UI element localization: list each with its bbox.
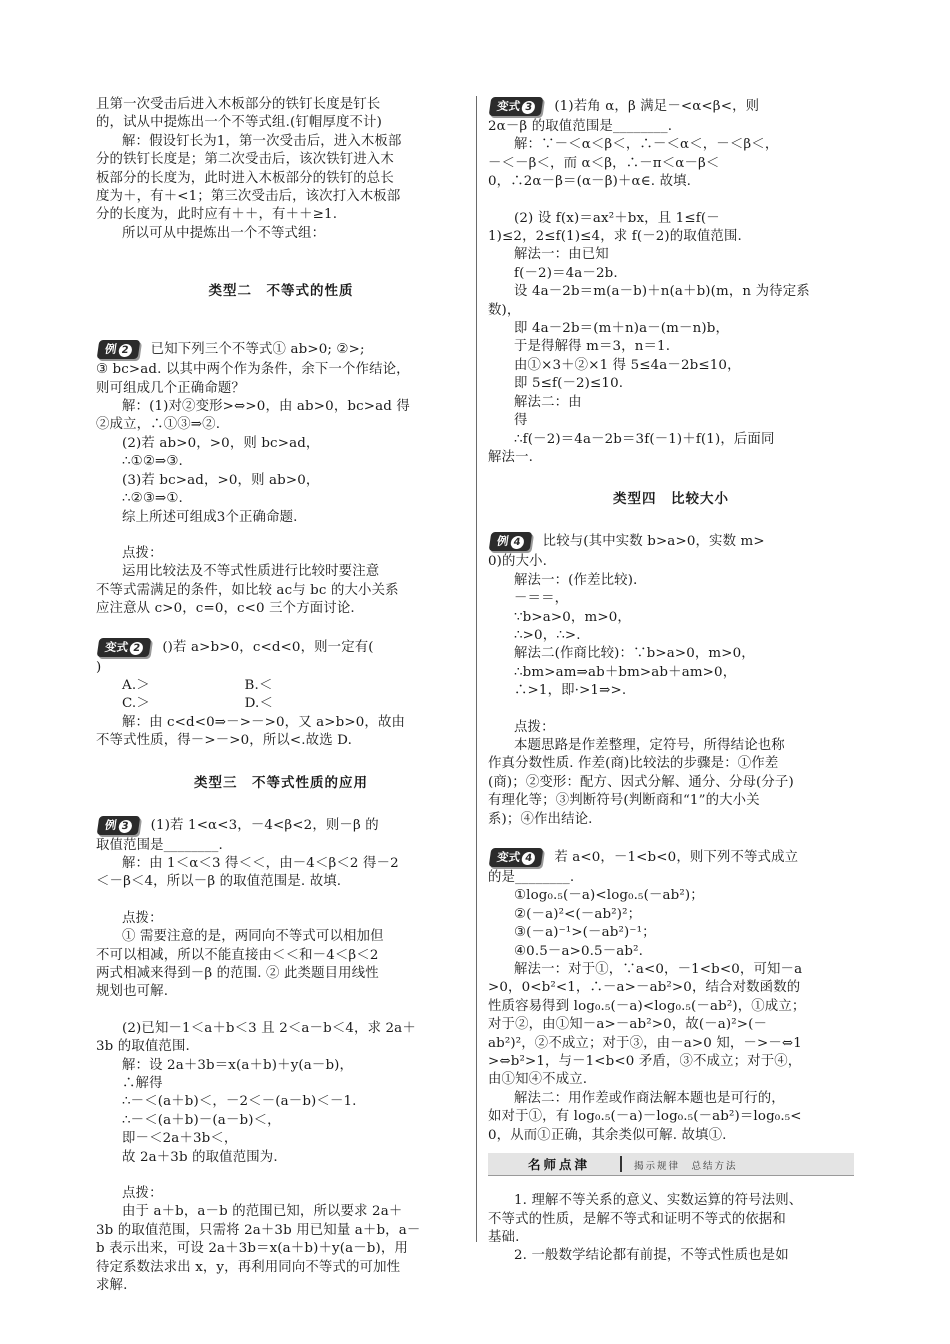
text-line: －＝＝， xyxy=(514,591,569,607)
variant-tag-icon: 变式 2 xyxy=(97,638,152,657)
text-line: (3)若 bc>ad，>0，则 ab>0， xyxy=(122,472,320,488)
text-line: 得 xyxy=(514,413,528,429)
text-line: 解法一：由已知 xyxy=(514,247,609,263)
text-line: ∴解得 xyxy=(122,1076,163,1092)
example-3-part-2 xyxy=(96,1020,466,1167)
text-line: 2. 一般数学结论都有前提，不等式性质也是如 xyxy=(514,1248,789,1264)
text-line: (2) 设 f(x)＝ax²＋bx，且 1≤f(－ xyxy=(514,210,720,226)
example-tag-icon: 例 3 xyxy=(97,816,140,835)
column-divider xyxy=(476,96,477,1242)
example-4-note xyxy=(488,737,854,829)
text-line: 由①×3＋②×1 得 5≤4a－2b≤10， xyxy=(514,357,741,373)
text-line: 解：∵－＜α＜β＜，∴－＜α＜，－＜β＜， xyxy=(514,137,779,153)
example-3-note xyxy=(96,928,466,1002)
text-line: 作真分数性质. 作差(商)比较法的步骤是：①作差 xyxy=(488,756,779,772)
text-line: 应注意从 c>0，c=0，c<0 三个方面讨论. xyxy=(96,601,355,617)
variant-4-question: 变式 4 若 a<0，－1<b<0，则下列不等式成立 xyxy=(488,847,854,869)
text-line: 0，∴2α－β＝(α－β)＋α∈. 故填. xyxy=(488,174,692,190)
text-line: 不可以相减，所以不能直接由＜＜和－4＜β＜2 xyxy=(96,947,379,963)
heading-type-3: 类型三 不等式性质的应用 xyxy=(194,774,368,791)
text-line: 规划也可解. xyxy=(96,984,169,1000)
text-line: ∴②③⇒①. xyxy=(122,491,183,507)
text-line: 解：(1)对②变形>⇔>0，由 ab>0，bc>ad 得 xyxy=(122,399,410,415)
variant-3-body xyxy=(488,118,854,192)
example-2-question: 例 2 已知下列三个不等式① ab>0; ②>; xyxy=(96,339,466,361)
text-line: 则可组成几个正确命题？ xyxy=(96,380,245,396)
text-line: 分的长度为，此时应有＋＋，有＋＋≥1. xyxy=(96,207,338,223)
teacher-tips-banner xyxy=(488,1153,854,1176)
text-line: ∴bm>am⇒ab＋bm>ab＋am>0， xyxy=(514,664,737,680)
text-line: 综上所述可组成3个正确命题. xyxy=(122,509,298,525)
text-line: ) xyxy=(96,659,102,675)
text-line: 1)≤2，2≤f(1)≤4，求 f(－2)的取值范围. xyxy=(488,229,742,245)
text-line: 解：设 2a＋3b＝x(a＋b)＋y(a－b)， xyxy=(122,1057,354,1073)
text-line: 求解. xyxy=(96,1278,128,1294)
text-line: 板部分的长度为，此时进入木板部分的铁钉的总长 xyxy=(96,170,394,186)
text-line: 解法二：用作差或作商法解本题也是可行的， xyxy=(514,1090,785,1106)
text-line: ∴－＜(a＋b)－(a－b)＜， xyxy=(122,1112,281,1128)
text-line: 的是________. xyxy=(488,870,575,885)
tips-body xyxy=(488,1192,854,1266)
text-line: ① 需要注意的是，两同向不等式可以相加但 xyxy=(122,929,384,945)
example-3b-note xyxy=(96,1203,466,1295)
text-line: ②成立，∴①③⇒②. xyxy=(96,417,221,433)
text-line: 1. 理解不等关系的意义、实数运算的符号法则、 xyxy=(514,1193,803,1209)
text-line: 不等式性质，得－>－>0，所以<.故选 D. xyxy=(96,733,352,749)
text-line: 解：由 c<d<0⇒－>－>0，又 a>b>0，故由 xyxy=(122,714,406,730)
text-line: 待定系数法求出 x，y，再利用同向不等式的可加性 xyxy=(96,1259,401,1275)
example-2-note xyxy=(96,563,466,618)
text-line: C.＞ D.＜ xyxy=(122,696,274,712)
text-line: 所以可从中提炼出一个不等式组： xyxy=(122,225,326,241)
text-line: 3b 的取值范围. xyxy=(96,1039,190,1055)
text-line: b 表示出来，可设 2a＋3b＝x(a＋b)＋y(a－b)，用 xyxy=(96,1241,408,1257)
text-line: ＜－β＜4，所以－β 的取值范围是. 故填. xyxy=(96,874,342,890)
example-4-note-label: 点拨： xyxy=(514,719,555,735)
nail-problem-solution xyxy=(96,96,466,243)
text-line: ②(－a)²<(－ab²)²； xyxy=(514,906,642,922)
variant-2-question: 变式 2 ()若 a>b>0，c<d<0，则一定有( xyxy=(96,637,466,659)
text-line: 3b 的取值范围，只需将 2a＋3b 用已知量 a＋b，a－ xyxy=(96,1222,421,1238)
text-line: 不等式需满足的条件，如比较 ac与 bc 的大小关系 xyxy=(96,582,399,598)
text-line: f(－2)＝4a－2b. xyxy=(514,265,618,281)
text-line: 解法二：由 xyxy=(514,394,582,410)
heading-type-4: 类型四 比较大小 xyxy=(613,491,729,508)
example-4-question: 例 4 比较与(其中实数 b>a>0，实数 m> xyxy=(488,531,854,553)
text-line: ∴－＜(a＋b)＜，－2＜－(a－b)＜－1. xyxy=(122,1094,357,1110)
text-line: 分的铁钉长度是；第二次受击后，该次铁钉进入木 xyxy=(96,152,394,168)
text-line: 性质容易得到 log₀.₅(－a)<log₀.₅(－ab²)，①成立； xyxy=(488,998,806,1014)
text-line: 取值范围是________. xyxy=(96,837,223,853)
text-line: 基础. xyxy=(488,1229,520,1245)
example-2-note-label: 点拨： xyxy=(122,545,163,561)
heading-type-2: 类型二 不等式的性质 xyxy=(208,283,354,300)
variant-4-body xyxy=(488,869,854,1145)
text-line: 由于 a＋b，a－b 的范围已知，所以要求 2a＋ xyxy=(122,1204,403,1220)
text-line: 即 4a－2b＝(m＋n)a－(m－n)b， xyxy=(514,321,729,337)
text-line: 于是得解得 m＝3，n＝1. xyxy=(514,339,671,355)
text-line: 即 5≤f(－2)≤10. xyxy=(514,376,624,392)
example-tag-icon: 例 4 xyxy=(489,532,532,551)
text-line: 解法一：(作差比较)． xyxy=(514,572,647,588)
text-line: 由①知④不成立. xyxy=(488,1072,588,1088)
text-line: ∴>0，∴>. xyxy=(514,627,581,643)
text-line: 如对于①，有 log₀.₅(－a)－log₀.₅(－ab²)＝log₀.₅< xyxy=(488,1109,802,1125)
text-line: 对于②，由①知－a>－ab²>0，故(－a)²>(－ xyxy=(488,1017,768,1033)
text-line: >⇔b²>1，与－1<b<0 矛盾，③不成立；对于④， xyxy=(488,1054,802,1070)
example-2-body xyxy=(96,361,466,527)
example-3b-note-label: 点拨： xyxy=(122,1186,163,1202)
variant-3-part-2 xyxy=(488,210,854,468)
text-line: 解法一. xyxy=(488,449,534,465)
text-line: ∴>1，即·>1⇒>. xyxy=(514,683,627,699)
variant-2-body xyxy=(96,659,466,751)
text-line: ①log₀.₅(－a)<log₀.₅(－ab²)； xyxy=(514,888,704,904)
text-line: ∴f(－2)＝4a－2b＝3f(－1)＋f(1)，后面同 xyxy=(514,431,775,447)
text-line: (2)已知－1＜a＋b＜3 且 2＜a－b＜4，求 2a＋ xyxy=(122,1020,416,1036)
example-3-body xyxy=(96,837,466,892)
text-line: ③ bc>ad. 以其中两个作为条件，余下一个作结论， xyxy=(96,362,410,378)
text-line: 解法一：对于①，∵a<0，－1<b<0，可知－a xyxy=(514,962,803,978)
text-line: 解：由 1＜α＜3 得＜＜，由－4＜β＜2 得－2 xyxy=(122,855,399,871)
text-line: ③(－a)⁻¹>(－ab²)⁻¹； xyxy=(514,925,656,941)
text-line: 即－＜2a＋3b＜， xyxy=(122,1131,238,1147)
text-line: 有理化等；③判断符号(判断商和“1”的大小关 xyxy=(488,793,760,809)
text-line: 数)， xyxy=(488,302,521,318)
text-line: 设 4a－2b＝m(a－b)＋n(a＋b)(m，n 为待定系 xyxy=(514,284,810,300)
text-line: －＜－β＜，而 α＜β，∴－π＜α－β＜ xyxy=(488,155,720,171)
text-line: (商)；②变形：配方、因式分解、通分、分母(分子) xyxy=(488,774,794,790)
text-line: 的，试从中提炼出一个不等式组.(钉帽厚度不计) xyxy=(96,115,382,131)
text-line: 系)；④作出结论. xyxy=(488,811,593,827)
text-line: 解：假设钉长为1，第一次受击后，进入木板部 xyxy=(122,133,402,149)
text-line: 解法二(作商比较)：∵b>a>0，m>0， xyxy=(514,646,755,662)
right-column xyxy=(488,96,854,1266)
left-column xyxy=(96,96,466,1296)
text-line: ④0.5－a>0.5－ab². xyxy=(514,943,644,959)
text-line: 0，从而①正确，其余类似可解. 故填①. xyxy=(488,1127,727,1143)
text-line: ∵b>a>0，m>0， xyxy=(514,609,631,625)
text-line: 两式相减来得到－β 的范围. ② 此类题目用线性 xyxy=(96,966,379,981)
text-line: 且第一次受击后进入木板部分的铁钉长度是钉长 xyxy=(96,97,381,112)
text-line: 度为＋，有＋<1；第三次受击后，该次打入木板部 xyxy=(96,189,401,205)
text-line: A.＞ B.＜ xyxy=(122,677,273,693)
variant-tag-icon: 变式 4 xyxy=(489,848,544,867)
text-line: 0)的大小. xyxy=(488,554,548,570)
text-line: ∴①②⇒③. xyxy=(122,454,183,470)
tips-subtitle: 揭示规律 总结方法 xyxy=(634,1161,738,1173)
text-line: 2α－β 的取值范围是________. xyxy=(488,119,673,134)
tips-title: 名师点津 xyxy=(528,1157,591,1173)
text-line: ab²)²，②不成立；对于③，由－a>0 知，－>－⇔1 xyxy=(488,1035,802,1051)
text-line: >0，0<b²<1，∴－a>－ab²>0，结合对数函数的 xyxy=(488,980,801,996)
example-3-note-label: 点拨： xyxy=(122,910,163,926)
tips-separator xyxy=(620,1156,622,1172)
text-line: (2)若 ab>0，>0，则 bc>ad， xyxy=(122,435,320,451)
variant-tag-icon: 变式 3 xyxy=(489,97,544,116)
example-tag-icon: 例 2 xyxy=(97,340,140,359)
text-line: 不等式的性质，是解不等式和证明不等式的依据和 xyxy=(488,1211,786,1227)
variant-3-question: 变式 3 (1)若角 α，β 满足－<α<β<，则 xyxy=(488,96,854,118)
text-line: 运用比较法及不等式性质进行比较时要注意 xyxy=(122,564,380,580)
example-3-question: 例 3 (1)若 1<α<3，－4<β<2，则－β 的 xyxy=(96,815,466,837)
example-4-body xyxy=(488,553,854,700)
text-line: 本题思路是作差整理，定符号，所得结论也称 xyxy=(514,737,785,753)
text-line: 故 2a＋3b 的取值范围为. xyxy=(122,1149,278,1165)
